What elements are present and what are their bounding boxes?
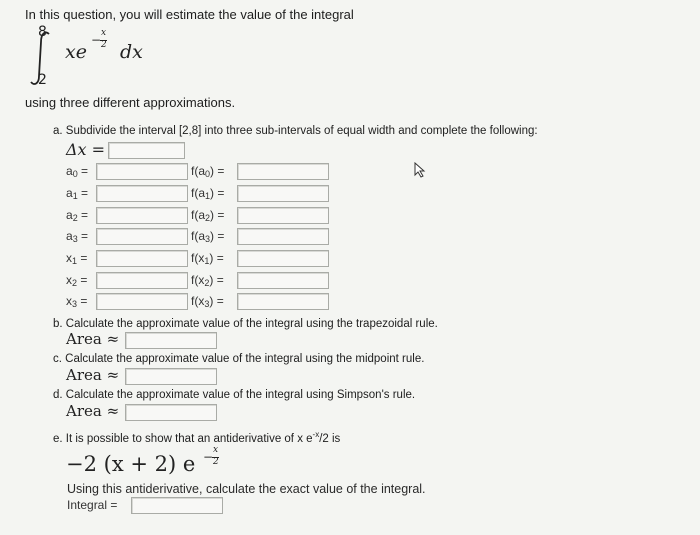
- right-label-equals: ) =: [210, 229, 225, 243]
- input-a0[interactable]: [96, 163, 188, 180]
- part-e-text-tail: /2 is: [319, 432, 341, 445]
- left-label-equals: =: [77, 186, 89, 200]
- input-f-0[interactable]: [237, 163, 329, 180]
- right-label-prefix: f(x: [191, 273, 205, 287]
- part-e-text: [53, 430, 340, 445]
- integral-label: Integral =: [67, 498, 118, 512]
- upper-limit: 8: [38, 24, 47, 40]
- right-label-subscript: 1: [204, 256, 210, 266]
- input-f-3[interactable]: [237, 228, 329, 245]
- right-label-prefix: f(a: [191, 229, 206, 243]
- intro-text: In this question, you will estimate the value of the integral: [25, 7, 354, 22]
- left-label-equals: =: [77, 164, 89, 178]
- antiderivative-exp-denominator: 2: [213, 457, 219, 467]
- dx-symbol: dx: [120, 41, 143, 63]
- lower-limit: 2: [38, 72, 47, 88]
- left-label-base: a: [66, 186, 73, 200]
- delta-x-label: Δx =: [66, 140, 106, 159]
- antiderivative-exp-minus: −: [203, 450, 214, 464]
- left-label-subscript: 2: [72, 213, 78, 223]
- input-f-5[interactable]: [237, 272, 329, 289]
- left-label-equals: =: [77, 294, 88, 308]
- input-f-1[interactable]: [237, 185, 329, 202]
- right-label-prefix: f(x: [191, 251, 205, 265]
- right-label-equals: ) =: [209, 294, 224, 308]
- left-label-base: x: [66, 294, 72, 308]
- part-a-text: a. Subdivide the interval [2,8] into three sub-intervals of equal width and complete the following:: [53, 125, 538, 137]
- left-label-base: x: [66, 273, 72, 287]
- right-label-f-1: [191, 186, 224, 200]
- integrand: xe: [65, 41, 87, 63]
- area-label-b: Area ≈: [66, 330, 120, 348]
- antiderivative-expression: [66, 445, 246, 480]
- part-e-text-exponent: -x: [312, 430, 320, 439]
- part-c-text: c. Calculate the approximate value of the integral using the midpoint rule.: [53, 353, 425, 365]
- left-label-base: a: [66, 164, 73, 178]
- part-e-text-main: e. It is possible to show that an antiderivative of x e: [53, 432, 313, 445]
- part-b-text: b. Calculate the approximate value of the integral using the trapezoidal rule.: [53, 318, 438, 330]
- antiderivative-exp-numerator: x: [213, 445, 219, 455]
- left-label-equals: =: [77, 273, 88, 287]
- right-label-f-4: [191, 251, 224, 265]
- left-label-subscript: 3: [72, 234, 78, 244]
- integral-expression: [28, 24, 188, 90]
- left-label-x3: [66, 294, 87, 308]
- left-label-base: a: [66, 208, 73, 222]
- left-label-equals: =: [77, 251, 88, 265]
- right-label-equals: ) =: [209, 251, 224, 265]
- right-label-equals: ) =: [210, 186, 225, 200]
- input-a3[interactable]: [96, 228, 188, 245]
- exponent-numerator: x: [101, 28, 107, 38]
- trapezoidal-area-input[interactable]: [125, 332, 217, 349]
- left-label-a3: [66, 229, 88, 243]
- right-label-prefix: f(x: [191, 294, 205, 308]
- left-label-x2: [66, 273, 87, 287]
- left-label-subscript: 2: [72, 278, 78, 288]
- right-label-f-0: [191, 164, 224, 178]
- exact-integral-input[interactable]: [131, 497, 223, 514]
- right-label-prefix: f(a: [191, 186, 206, 200]
- midpoint-area-input[interactable]: [125, 368, 217, 385]
- left-label-subscript: 0: [72, 169, 78, 179]
- right-label-subscript: 2: [205, 213, 211, 223]
- right-label-prefix: f(a: [191, 164, 206, 178]
- input-f-6[interactable]: [237, 293, 329, 310]
- part-d-text: d. Calculate the approximate value of the integral using Simpson's rule.: [53, 389, 416, 401]
- simpson-area-input[interactable]: [125, 404, 217, 421]
- mouse-cursor-icon: [413, 162, 427, 178]
- left-label-equals: =: [77, 229, 89, 243]
- right-label-subscript: 2: [204, 278, 210, 288]
- left-label-base: x: [66, 251, 72, 265]
- input-f-4[interactable]: [237, 250, 329, 267]
- right-label-f-5: [191, 273, 224, 287]
- input-f-2[interactable]: [237, 207, 329, 224]
- right-label-subscript: 3: [204, 299, 210, 309]
- left-label-base: a: [66, 229, 73, 243]
- right-label-f-3: [191, 229, 224, 243]
- left-label-a1: [66, 186, 88, 200]
- left-label-subscript: 1: [72, 256, 78, 266]
- right-label-prefix: f(a: [191, 208, 206, 222]
- right-label-equals: ) =: [210, 208, 225, 222]
- exponent-denominator: 2: [101, 40, 107, 50]
- left-label-subscript: 1: [72, 191, 78, 201]
- left-label-a2: [66, 208, 88, 222]
- part-e-instruction: Using this antiderivative, calculate the exact value of the integral.: [67, 482, 426, 496]
- area-label-c: Area ≈: [66, 366, 120, 384]
- input-x1[interactable]: [96, 250, 188, 267]
- input-x3[interactable]: [96, 293, 188, 310]
- exponent-minus: −: [91, 33, 102, 47]
- right-label-subscript: 0: [205, 169, 211, 179]
- left-label-equals: =: [77, 208, 89, 222]
- right-label-f-2: [191, 208, 224, 222]
- right-label-f-6: [191, 294, 224, 308]
- right-label-subscript: 3: [205, 234, 211, 244]
- right-label-equals: ) =: [209, 273, 224, 287]
- left-label-x1: [66, 251, 87, 265]
- input-a1[interactable]: [96, 185, 188, 202]
- input-x2[interactable]: [96, 272, 188, 289]
- left-label-a0: [66, 164, 88, 178]
- area-label-d: Area ≈: [66, 402, 120, 420]
- antiderivative-base: −2 (x + 2) e: [66, 452, 196, 476]
- input-a2[interactable]: [96, 207, 188, 224]
- approx-text: using three different approximations.: [25, 95, 236, 110]
- left-label-subscript: 3: [72, 299, 78, 309]
- right-label-equals: ) =: [210, 164, 225, 178]
- delta-x-input[interactable]: [108, 142, 185, 159]
- right-label-subscript: 1: [205, 191, 211, 201]
